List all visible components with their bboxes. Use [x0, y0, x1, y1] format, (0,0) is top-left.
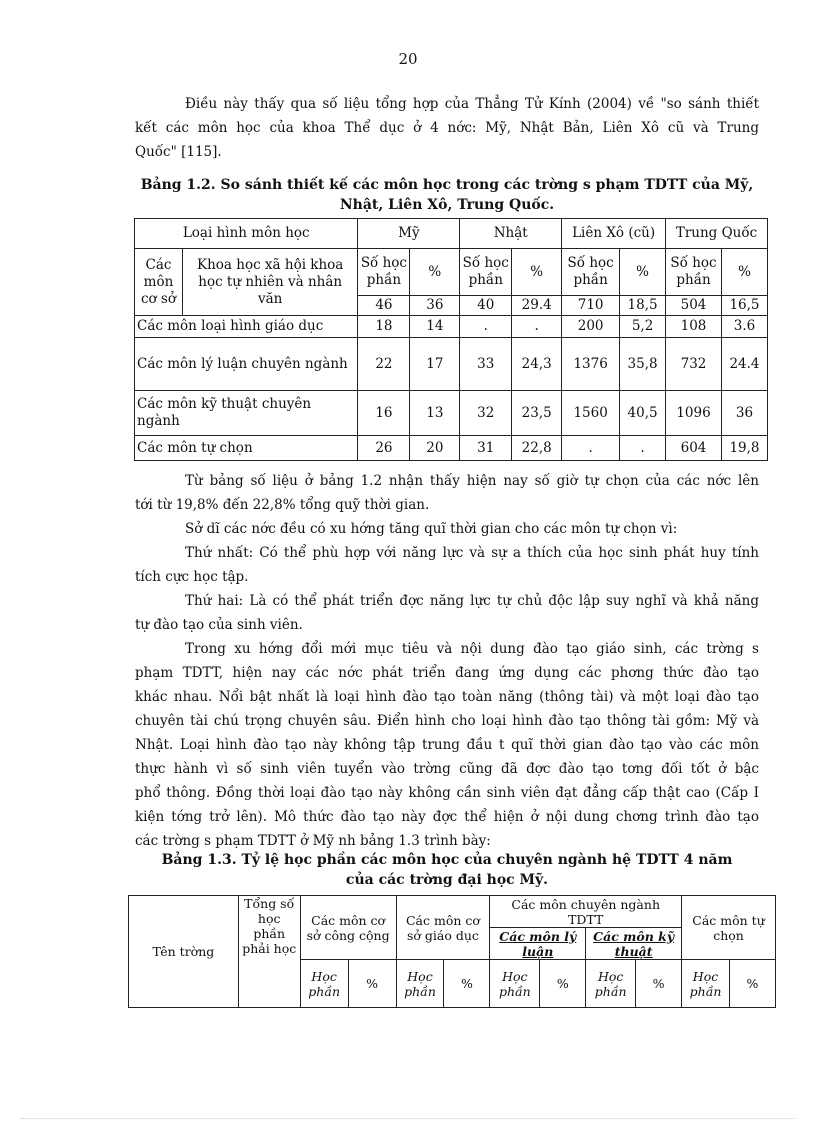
table-cell: Số học phần: [562, 249, 620, 296]
text-line: Bảng 1.3. Tỷ lệ học phần các môn học của chuyên ngành hệ TDTT 4 năm: [161, 852, 733, 868]
table-cell: 31: [460, 436, 512, 461]
text-line: Thứ nhất: Có thể phù hợp với năng lực và sự a thích của học sinh phát huy tính: [185, 545, 759, 561]
text-line: phổ thông. Đồng thời loại đào tạo này không cần sinh viên đạt đẳng cấp thật cao (Cấp I: [135, 785, 759, 801]
table-cell: 1560: [562, 391, 620, 436]
table-row: [135, 436, 768, 461]
table-row: [135, 316, 768, 338]
table-cell: Các môn cơ sở giáo dục: [396, 896, 490, 960]
table-cell: 24.4: [721, 338, 767, 391]
table-cell: 1376: [562, 338, 620, 391]
text-line: chuyên tài chú trọng chuyên sâu. Điển hình cho loại hình đào tạo thông tài gồm: Mỹ và: [135, 713, 759, 729]
col-school-name: Tên trờng: [129, 896, 239, 1008]
table-cell: Các môn lý luận chuyên ngành: [135, 338, 358, 391]
table-cell: Học phần: [682, 960, 730, 1008]
text-line: Bảng 1.2. So sánh thiết kế các môn học trong các trờng s phạm TDTT của Mỹ,: [140, 177, 754, 193]
text-line: Quốc" [115].: [135, 144, 222, 160]
table-1-3: [128, 895, 776, 1008]
table-cell: Học phần: [586, 960, 636, 1008]
text-line: các trờng s phạm TDTT ở Mỹ nh bảng 1.3 trình bày:: [135, 833, 491, 849]
text-line: Từ bảng số liệu ở bảng 1.2 nhận thấy hiện nay số giờ tự chọn của các nớc lên: [185, 473, 759, 489]
table-cell: 40: [460, 296, 512, 316]
table-cell: Các môn lý luận: [490, 928, 586, 960]
table-cell: 36: [721, 391, 767, 436]
table-cell: Học phần: [396, 960, 444, 1008]
table-cell: 35,8: [620, 338, 666, 391]
table-cell: 108: [666, 316, 722, 338]
page-number: 20: [398, 50, 418, 68]
text-line: Nhật, Liên Xô, Trung Quốc.: [339, 197, 555, 213]
table-cell: Các môn loại hình giáo dục: [135, 316, 358, 338]
table-cell: 22: [358, 338, 410, 391]
table-cell: %: [721, 249, 767, 296]
table-cell: .: [512, 316, 562, 338]
table-cell: 16: [358, 391, 410, 436]
table-cell: 16,5: [721, 296, 767, 316]
header-country: Liên Xô (cũ): [562, 219, 666, 249]
header-country: Mỹ: [358, 219, 460, 249]
table-cell: 19,8: [721, 436, 767, 461]
table-cell: 5,2: [620, 316, 666, 338]
table-cell: Các môn tự chọn: [135, 436, 358, 461]
header-country: Trung Quốc: [666, 219, 768, 249]
table-1-3-caption: [135, 850, 759, 890]
table-cell: Các môn chuyên ngành TDTT: [490, 896, 682, 928]
table-cell: 504: [666, 296, 722, 316]
table-cell: Học phần: [300, 960, 348, 1008]
table-cell: Các môn tự chọn: [682, 896, 776, 960]
table-cell: 23,5: [512, 391, 562, 436]
text-line: khác nhau. Nổi bật nhất là loại hình đào tạo toàn năng (thông tài) và một loại đào tạo: [135, 689, 759, 705]
intro-paragraph: [135, 92, 759, 164]
table-row: [135, 391, 768, 436]
text-line: tích cực học tập.: [135, 569, 249, 585]
table-cell: 40,5: [620, 391, 666, 436]
col-total-credits: Tổng số học phần phải học: [238, 896, 300, 1008]
table-cell: %: [410, 249, 460, 296]
table-cell: 29.4: [512, 296, 562, 316]
table-cell: 32: [460, 391, 512, 436]
table-cell: Các môn kỹ thuật chuyên ngành: [135, 391, 358, 436]
table-cell: 3.6: [721, 316, 767, 338]
text-line: kiện tớng trở lên). Mô thức đào tạo này đợc thể hiện ở nội dung chơng trình đào tạo: [135, 809, 759, 825]
text-line: Trong xu hớng đổi mới mục tiêu và nội dung đào tạo giáo sinh, các trờng s: [185, 641, 759, 657]
table-cell: Số học phần: [460, 249, 512, 296]
table-cell: 13: [410, 391, 460, 436]
table-cell: .: [460, 316, 512, 338]
table-cell: %: [620, 249, 666, 296]
table-cell: 24,3: [512, 338, 562, 391]
table-cell: 22,8: [512, 436, 562, 461]
table-cell: %: [348, 960, 396, 1008]
basic-subjects-label: Các môn cơ sở: [135, 249, 183, 316]
table-cell: 20: [410, 436, 460, 461]
table-cell: 18: [358, 316, 410, 338]
table-cell: 14: [410, 316, 460, 338]
footer-divider: [20, 1118, 796, 1119]
table-1-2: [134, 218, 768, 461]
table-1-2-caption: [135, 175, 759, 215]
basic-subjects-sub: Khoa học xã hội khoa học tự nhiên và nhân văn: [182, 249, 358, 316]
table-cell: 732: [666, 338, 722, 391]
table-cell: 710: [562, 296, 620, 316]
table-row: [135, 338, 768, 391]
text-line: phạm TDTT, hiện nay các nớc phát triển đang ứng dụng các phơng thức đào tạo: [135, 665, 759, 681]
table-cell: 17: [410, 338, 460, 391]
table-cell: %: [730, 960, 776, 1008]
table-cell: 1096: [666, 391, 722, 436]
table-cell: %: [444, 960, 490, 1008]
table-cell: 604: [666, 436, 722, 461]
table-cell: .: [562, 436, 620, 461]
text-line: Nhật. Loại hình đào tạo này không tập trung đầu t quĩ thời gian đào tạo vào các môn: [135, 737, 759, 753]
table-cell: 36: [410, 296, 460, 316]
text-line: Điều này thấy qua số liệu tổng hợp của Thẳng Tử Kính (2004) về "so sánh thiết: [185, 96, 759, 112]
table-cell: 200: [562, 316, 620, 338]
table-cell: .: [620, 436, 666, 461]
table-cell: %: [512, 249, 562, 296]
header-country: Nhật: [460, 219, 562, 249]
table-cell: Học phần: [490, 960, 540, 1008]
table-cell: 33: [460, 338, 512, 391]
table-cell: Các môn kỹ thuật: [586, 928, 682, 960]
table-cell: 18,5: [620, 296, 666, 316]
text-line: tự đào tạo của sinh viên.: [135, 617, 303, 633]
header-type: Loại hình môn học: [135, 219, 358, 249]
table-cell: Số học phần: [358, 249, 410, 296]
text-line: Thứ hai: Là có thể phát triển đợc năng lực tự chủ độc lập suy nghĩ và khả năng: [185, 593, 759, 609]
table-cell: Các môn cơ sở công cộng: [300, 896, 396, 960]
table-cell: 46: [358, 296, 410, 316]
text-line: Sở dĩ các nớc đều có xu hớng tăng quĩ thời gian cho các môn tự chọn vì:: [185, 521, 678, 537]
text-line: của các trờng đại học Mỹ.: [345, 872, 549, 888]
table-cell: %: [636, 960, 682, 1008]
body-text: [135, 469, 759, 853]
text-line: thực hành vì số sinh viên tuyển vào trờng cũng đã đợc đào tạo tơng đối tốt ở bậc: [135, 761, 759, 777]
table-cell: 26: [358, 436, 410, 461]
table-cell: %: [540, 960, 586, 1008]
text-line: kết các môn học của khoa Thể dục ở 4 nớc: Mỹ, Nhật Bản, Liên Xô cũ và Trung: [135, 120, 759, 136]
text-line: tới từ 19,8% đến 22,8% tổng quỹ thời gian.: [135, 497, 430, 513]
table-cell: Số học phần: [666, 249, 722, 296]
